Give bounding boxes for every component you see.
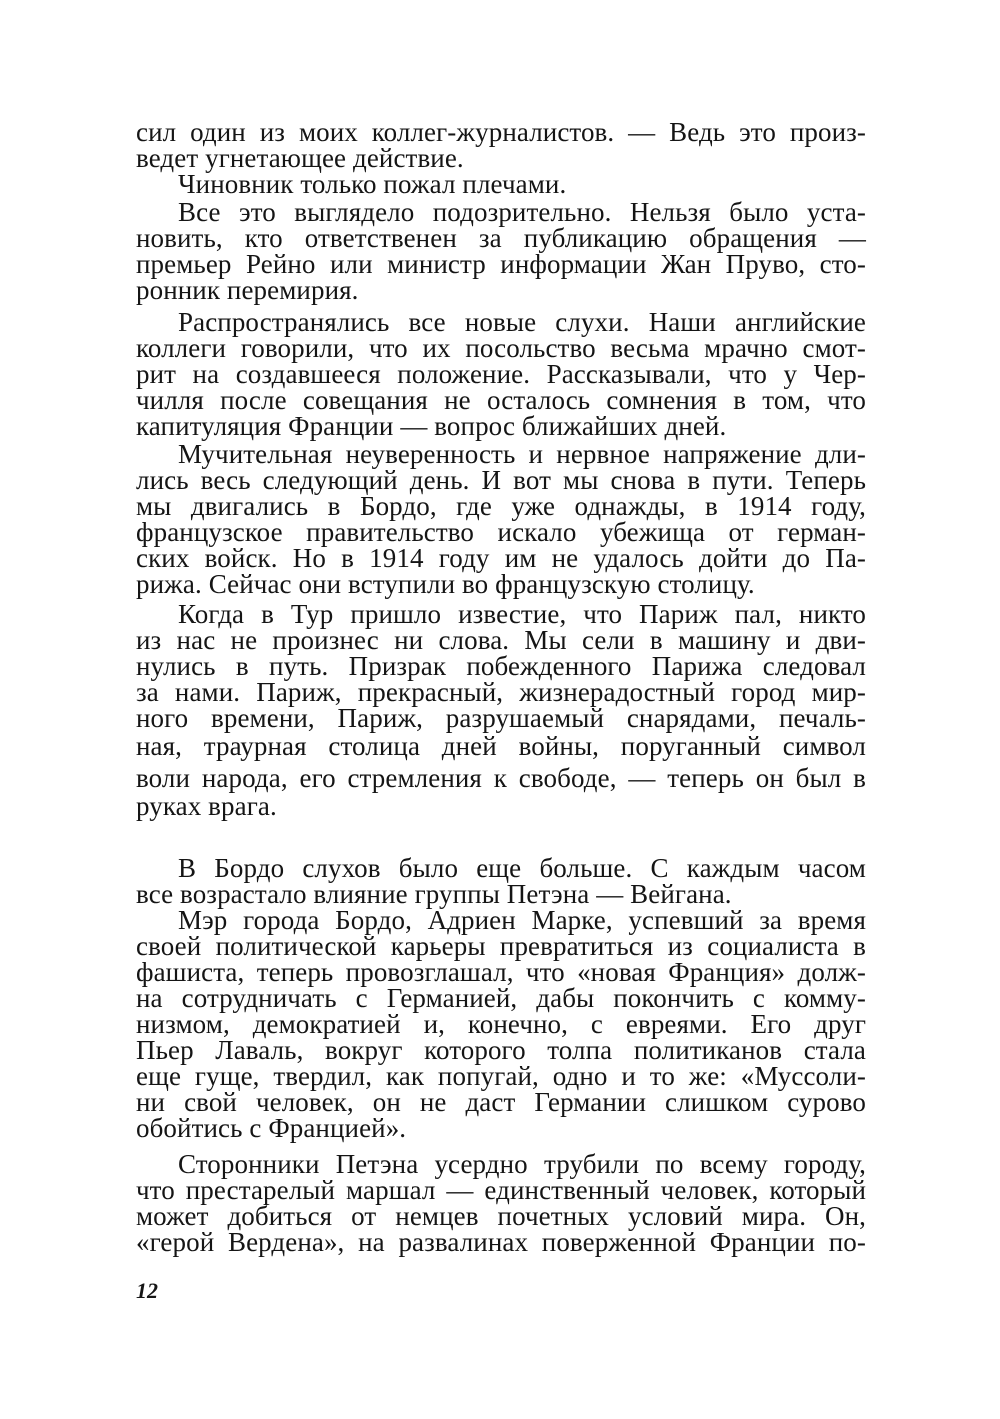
text-line: ских войск. Но в 1914 году им не удалось дойти до Па- [136, 543, 866, 573]
text-line: Мэр города Бордо, Адриен Марке, успевший за время [178, 905, 866, 935]
text-line: за нами. Париж, прекрасный, жизнерадостный город мир- [136, 677, 866, 707]
text-line: нулись в путь. Призрак побежденного Парижа следовал [136, 651, 866, 681]
text-line: ни свой человек, он не даст Германии слишком сурово [136, 1087, 866, 1117]
text-line: рижа. Сейчас они вступили во французскую столицу. [136, 569, 755, 599]
text-line: низмом, демократией и, конечно, с евреями. Его друг [136, 1009, 866, 1039]
text-line: все возрастало влияние группы Петэна — Вейгана. [136, 879, 732, 909]
text-line: что престарелый маршал — единственный человек, который [136, 1175, 866, 1205]
text-line: Пьер Лаваль, вокруг которого толпа политиканов стала [136, 1035, 866, 1065]
text-line: рит на создавшееся положение. Рассказывали, что у Чер- [136, 359, 866, 389]
text-line: чилля после совещания не осталось сомнения в том, что [136, 385, 866, 415]
text-line: на сотрудничать с Германией, дабы покончить с комму- [136, 983, 866, 1013]
text-line: сил один из моих коллег-журналистов. — Ведь это произ- [136, 117, 866, 147]
text-line: Чиновник только пожал плечами. [178, 169, 567, 199]
text-line: Все это выглядело подозрительно. Нельзя было уста- [178, 197, 866, 227]
text-line: еще гуще, твердил, как попугай, одно и то же: «Муссоли- [136, 1061, 866, 1091]
text-line: мы двигались в Бордо, где уже однажды, в 1914 году, [136, 491, 866, 521]
page-number: 12 [136, 1278, 158, 1303]
text-line: руках врага. [136, 791, 277, 821]
text-line: обойтись с Францией». [136, 1113, 407, 1143]
text-line: новить, кто ответственен за публикацию обращения — [136, 223, 866, 253]
text-line: ронник перемирия. [136, 275, 359, 305]
text-line: В Бордо слухов было еще больше. С каждым часом [178, 853, 866, 883]
text-line: воли народа, его стремления к свободе, — теперь он был в [136, 763, 866, 793]
text-line: «герой Вердена», на развалинах поверженной Франции по- [136, 1227, 866, 1257]
text-line: может добиться от немцев почетных условий мира. Он, [136, 1201, 866, 1231]
text-line: своей политической карьеры превратиться из социалиста в [136, 931, 866, 961]
text-line: Сторонники Петэна усердно трубили по всему городу, [178, 1149, 866, 1179]
text-line: коллеги говорили, что их посольство весьма мрачно смот- [136, 333, 866, 363]
text-line: французское правительство искало убежища от герман- [136, 517, 866, 547]
text-line: премьер Рейно или министр информации Жан Пруво, сто- [136, 249, 866, 279]
text-line: лись весь следующий день. И вот мы снова в пути. Теперь [136, 465, 866, 495]
text-line: Мучительная неуверенность и нервное напряжение дли- [178, 439, 866, 469]
text-line: Распространялись все новые слухи. Наши английские [178, 307, 866, 337]
text-line: фашиста, теперь провозглашал, что «новая Франция» долж- [136, 957, 866, 987]
text-line: ведет угнетающее действие. [136, 143, 464, 173]
text-line: ная, траурная столица дней войны, поруганный символ [136, 731, 866, 761]
text-line: ного времени, Париж, разрушаемый снарядами, печаль- [136, 703, 866, 733]
text-line: Когда в Тур пришло известие, что Париж пал, никто [178, 599, 866, 629]
text-line: из нас не произнес ни слова. Мы сели в машину и дви- [136, 625, 866, 655]
text-line: капитуляция Франции — вопрос ближайших дней. [136, 411, 727, 441]
